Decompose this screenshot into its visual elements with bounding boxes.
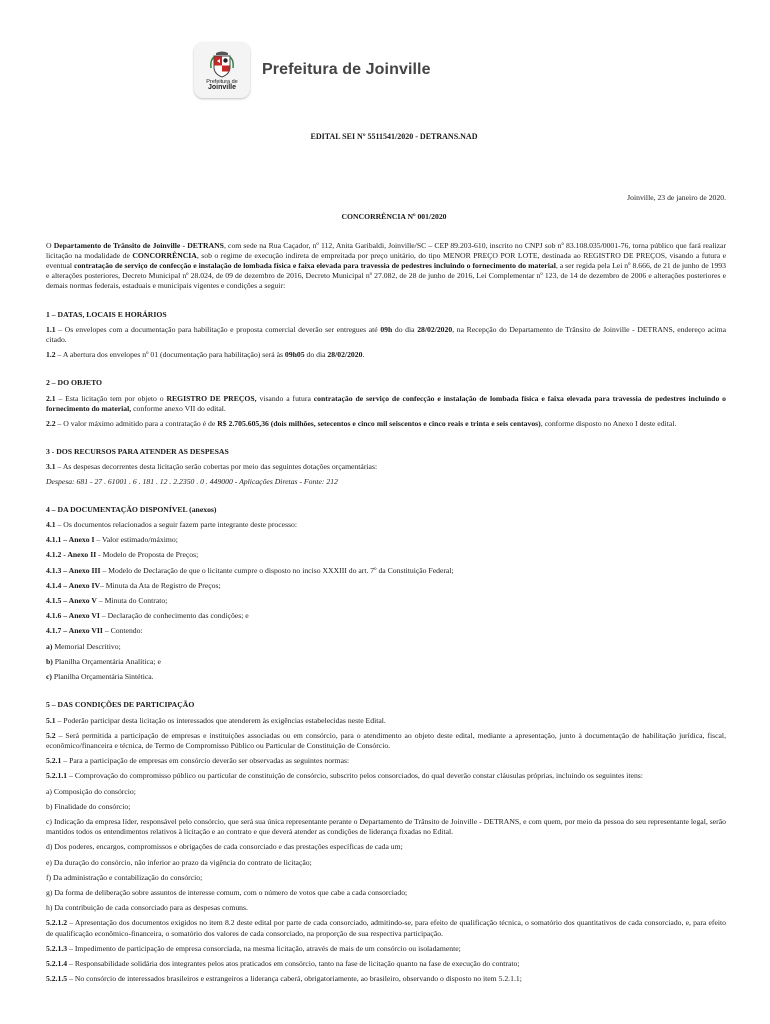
item-4-1: [46, 520, 726, 530]
intro-text-1: O: [46, 240, 54, 250]
clause-item: [46, 858, 726, 868]
item-text: , conforme disposto no Anexo I deste edital.: [540, 419, 677, 429]
concorrencia-title: CONCORRÊNCIA Nº 001/2020: [341, 212, 447, 222]
clause-item: [46, 817, 726, 837]
clause-text: h) Da contribuição de cada consorciado para as despesas comuns.: [46, 903, 248, 913]
annex-text: – Minuta da Ata de Registro de Preços;: [100, 580, 221, 590]
intro-bold-1: Departamento de Trânsito de Joinville - DETRANS: [53, 240, 224, 250]
item-bold: 09h05: [284, 350, 305, 360]
item-text: conforme anexo VII do edital.: [131, 403, 226, 413]
annex-list: [46, 535, 726, 682]
clause-item: [46, 842, 726, 852]
clause-item: [46, 918, 726, 938]
clause-text: b) Finalidade do consórcio;: [46, 801, 131, 811]
clause-text: – Comprovação do compromisso público ou particular de constituição de consórcio, subscrito pelos consorciados, do qual deverão constar cláusulas próprias, incluindo os seguintes itens:: [67, 771, 643, 781]
logo-line-2: Joinville: [207, 83, 236, 91]
intro-text-2: , com sede na Rua Caçador, nº 112, Anita Garibaldi, Joinville/SC – CEP 89.203-610, inscrito no CNPJ sob nº 83.108.035/0001-76, torna público que fará realizar licitação na modalidade de: [46, 240, 727, 260]
item-text: do dia: [304, 350, 328, 360]
section-1-heading: 1 – DATAS, LOCAIS E HORÁRIOS: [46, 309, 167, 319]
item-text: – A abertura dos envelopes nº 01 (documentação para habilitação) será às: [55, 350, 285, 360]
annex-item: [46, 550, 726, 560]
clause-number: 5.2.1.4: [46, 958, 68, 968]
item-text: – O valor máximo admitido para a contratação é de: [55, 419, 218, 429]
clause-number: 5.2.1.2: [46, 918, 68, 928]
item-text: visando a futura: [256, 393, 314, 403]
annex-text: - Modelo de Proposta de Preços;: [96, 550, 199, 560]
clause-item: [46, 802, 726, 812]
item-number: 1.1: [46, 324, 56, 334]
clause-text: – Para a participação de empresas em consórcio deverão ser observadas as seguintes normas:: [61, 756, 350, 766]
clause-item: [46, 944, 726, 954]
annex-item: [46, 626, 726, 636]
clause-text: – Responsabilidade solidária dos integrantes pelos atos praticados em consórcio, tanto na fase de licitação quanto na fase de execução do contrato;: [67, 958, 520, 968]
clause-number: 5.2.1.5: [46, 974, 68, 984]
intro-bold-2: CONCORRÊNCIA: [132, 250, 197, 260]
clause-text: c) Indicação da empresa líder, responsável pelo consórcio, que será sua única representante perante o Departamento de Trânsito de Joinville - DETRANS, e com quem, por meio da pessoa do seu representante legal, serão mantidos todos os entendimentos relativos à licitação e ao contrato e que deverá atender as condições de liderança fixadas no Edital.: [46, 816, 726, 837]
intro-text-3: , sob o regime de execução indireta de empreitada por preço unitário, do tipo MENOR PREÇO POR LOTE, destinada ao REGISTRO DE PREÇOS, visando a futura e eventual: [46, 250, 727, 271]
annex-item: [46, 535, 726, 545]
annex-number: c): [46, 672, 52, 682]
intro-bold-3: contratação de serviço de confecção e instalação de lombada física e faixa elevada para travessia de pedestres incluindo o fornecimento do material: [74, 261, 556, 271]
section-5-heading: 5 – DAS CONDIÇÕES DE PARTICIPAÇÃO: [46, 700, 195, 710]
item-1-2: [46, 350, 726, 360]
annex-number: a): [46, 641, 53, 651]
dateline: Joinville, 23 de janeiro de 2020.: [627, 193, 726, 203]
annex-number: 4.1.7 – Anexo VII: [46, 626, 103, 636]
logo-wordmark: [206, 79, 238, 91]
participation-list: [46, 716, 726, 985]
annex-item: [46, 566, 726, 576]
clause-number: 5.2.1.3: [46, 943, 68, 953]
clause-item: [46, 959, 726, 969]
logo-line-1: Prefeitura de: [206, 78, 238, 85]
annex-text: – Minuta do Contrato;: [96, 596, 168, 606]
edital-title: EDITAL SEI Nº 5511541/2020 - DETRANS.NAD: [310, 132, 478, 141]
item-bold: REGISTRO DE PREÇOS,: [166, 393, 257, 403]
item-3-1: [46, 462, 726, 472]
clause-item: [46, 771, 726, 781]
clause-item: [46, 873, 726, 883]
annex-number: 4.1.3 – Anexo III: [46, 565, 101, 575]
item-number: 1.2: [46, 350, 56, 360]
annex-item: [46, 657, 726, 667]
clause-text: e) Da duração do consórcio, não inferior ao prazo da vigência do contrato de licitação;: [46, 857, 312, 867]
item-bold: contratação de serviço de confecção e instalação de lombada física e faixa elevada para travessia de pedestres incluindo o fornecimento do material,: [46, 393, 727, 413]
clause-number: 5.1: [46, 715, 56, 725]
annex-text: Planilha Orçamentária Sintética.: [51, 672, 154, 682]
annex-text: – Declaração de conhecimento das condições; e: [99, 611, 249, 621]
annex-number: b): [46, 656, 53, 666]
annex-number: 4.1.5 – Anexo V: [46, 596, 97, 606]
annex-text: Memorial Descritivo;: [52, 641, 121, 651]
clause-item: [46, 716, 726, 726]
clause-text: – Apresentação dos documentos exigidos no item 8.2 deste edital por parte de cada consorciado, admitindo-se, para efeito de qualificação técnica, o somatório dos quantitativos de cada consorciado, e, para efeito de qualificação econômico-financeira, o somatório dos valores de cada consorciado, na proporção de sua respectiva participação.: [46, 918, 726, 938]
section-2-heading: 2 – DO OBJETO: [46, 378, 103, 388]
clause-number: 5.2: [46, 730, 56, 740]
clause-item: [46, 888, 726, 898]
annex-text: – Valor estimado/máximo;: [94, 535, 178, 545]
letterhead: [194, 40, 431, 100]
annex-number: 4.1.6 – Anexo VI: [46, 611, 100, 621]
clause-text: – Impedimento de participação de empresa consorciada, na mesma licitação, através de mais de um consórcio ou isoladamente;: [67, 943, 461, 953]
clause-number: 5.2.1: [46, 756, 62, 766]
clause-text: g) Da forma de deliberação sobre assuntos de interesse comum, com o número de votos que cabe a cada consorciado;: [46, 887, 408, 897]
clause-text: – Será permitida a participação de empresas e instituições associadas ou em consórcio, para o atendimento ao objeto deste edital, mediante a apresentação, junto à documentação de habilitação jurídica, fiscal, econômico/financeira e técnica, de Termo de Compromisso Público ou Particular de Constituição de Consórcio.: [46, 730, 726, 750]
item-2-1: [46, 394, 726, 414]
prefeitura-logo: [194, 42, 250, 98]
coat-of-arms-icon: [209, 50, 235, 78]
document-body: [46, 132, 726, 984]
annex-item: [46, 611, 726, 621]
section-3-heading: 3 - DOS RECURSOS PARA ATENDER AS DESPESAS: [46, 447, 229, 457]
clause-text: f) Da administração e contabilização do consórcio;: [46, 872, 203, 882]
annex-text: – Contendo:: [102, 626, 143, 636]
item-number: 2.2: [46, 419, 56, 429]
item-text: do dia: [392, 324, 418, 334]
clause-item: [46, 974, 726, 984]
annex-text: – Modelo de Declaração de que o licitante cumpre o disposto no inciso XXXIII do art. 7º da Constituição Federal;: [100, 565, 454, 575]
annex-number: 4.1.1 – Anexo I: [46, 535, 95, 545]
item-text: , na Recepção do Departamento de Trânsito de Joinville - DETRANS, endereço acima citado.: [46, 324, 726, 345]
annex-text: Planilha Orçamentária Analítica; e: [52, 656, 161, 666]
org-name: Prefeitura de Joinville: [262, 61, 431, 78]
clause-text: d) Dos poderes, encargos, compromissos e obrigações de cada consorciado e das prestações específicas de cada um;: [46, 842, 403, 852]
item-text: – Os envelopes com a documentação para habilitação e proposta comercial deverão ser entregues até: [55, 324, 381, 334]
item-number: 3.1: [46, 462, 56, 472]
clause-number: 5.2.1.1: [46, 771, 68, 781]
intro-paragraph: [46, 241, 726, 292]
clause-item: [46, 903, 726, 913]
item-text: – Esta licitação tem por objeto o: [55, 393, 167, 403]
item-2-2: [46, 419, 726, 429]
item-1-1: [46, 325, 726, 345]
item-number: 4.1: [46, 520, 56, 530]
clause-item: [46, 731, 726, 751]
annex-item: [46, 581, 726, 591]
annex-number: 4.1.4 – Anexo IV: [46, 580, 101, 590]
annex-item: [46, 642, 726, 652]
annex-item: [46, 596, 726, 606]
intro-text-4: , a ser regida pela Lei nº 8.666, de 21 de junho de 1993 e alterações posteriores, Decreto Municipal nº 28.024, de 09 de dezembro de 2016, Decreto Municipal nº 27.082, de 28 de junho de 2016, Lei Complementar nº 123, de 14 de dezembro de 2006 e alterações posteriores e demais normas federais, estaduais e municipais vigentes e condições a seguir:: [46, 261, 726, 291]
clause-text: – No consórcio de interessados brasileiros e estrangeiros a liderança caberá, obrigatoriamente, ao brasileiro, observando o disposto no item 5.2.1.1;: [67, 974, 522, 984]
item-bold: 09h: [380, 324, 393, 334]
item-bold: R$ 2.705.605,36 (dois milhões, setecentos e cinco mil seiscentos e cinco reais e trinta e seis centavos): [217, 419, 541, 429]
annex-number: 4.1.2 - Anexo II: [46, 550, 97, 560]
item-bold: 28/02/2020: [417, 324, 453, 334]
item-text: – Os documentos relacionados a seguir fazem parte integrante deste processo:: [55, 520, 298, 530]
clause-text: – Poderão participar desta licitação os interessados que atenderem às exigências estabelecidas neste Edital.: [55, 715, 386, 725]
section-4-heading: 4 – DA DOCUMENTAÇÃO DISPONÍVEL (anexos): [46, 504, 217, 514]
despesa-line: Despesa: 681 - 27 . 61001 . 6 . 181 . 12 . 2.2350 . 0 . 449000 - Aplicações Diretas - Fonte: 212: [46, 476, 338, 486]
clause-item: [46, 756, 726, 766]
annex-item: [46, 672, 726, 682]
item-bold: 28/02/2020: [327, 350, 363, 360]
clause-item: [46, 787, 726, 797]
item-number: 2.1: [46, 393, 56, 403]
item-text: – As despesas decorrentes desta licitação serão cobertas por meio das seguintes dotações orçamentárias:: [55, 462, 378, 472]
item-text: .: [362, 350, 365, 360]
clause-text: a) Composição do consórcio;: [46, 786, 136, 796]
